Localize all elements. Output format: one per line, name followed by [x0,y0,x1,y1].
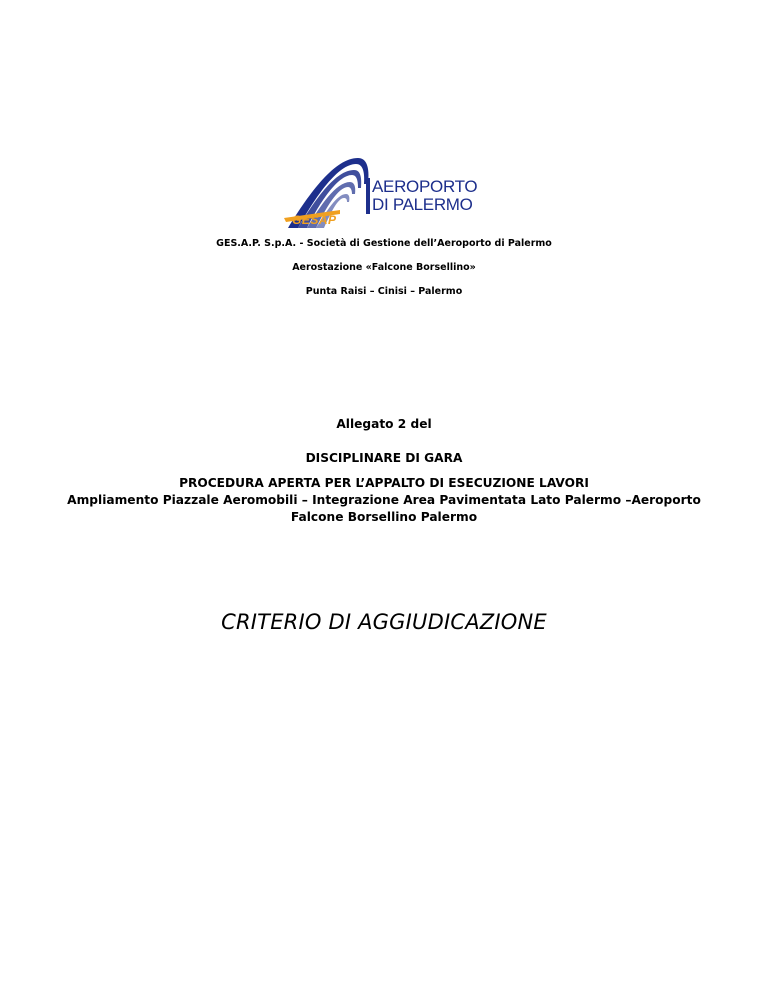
logo-title-line2: DI PALERMO [372,195,473,214]
logo-title-line1: AEROPORTO [372,177,478,196]
company-name: GES.A.P. S.p.A. - Società di Gestione dell’Aeroporto di Palermo [216,238,552,249]
document-heading: CRITERIO DI AGGIUDICAZIONE [221,610,547,634]
gesap-mark: GESAP [292,213,337,227]
procedure-title: PROCEDURA APERTA PER L’APPALTO DI ESECUZIONE LAVORI [179,476,589,490]
disciplinare-title: DISCIPLINARE DI GARA [305,451,463,465]
subject-line-2: Falcone Borsellino Palermo [290,510,478,524]
location-line: Punta Raisi – Cinisi – Palermo [305,286,463,297]
annex-label: Allegato 2 del [336,417,432,431]
subject-line-1: Ampliamento Piazzale Aeromobili – Integrazione Area Pavimentata Lato Palermo –Aeroporto [67,493,701,507]
terminal-name: Aerostazione «Falcone Borsellino» [292,262,476,273]
